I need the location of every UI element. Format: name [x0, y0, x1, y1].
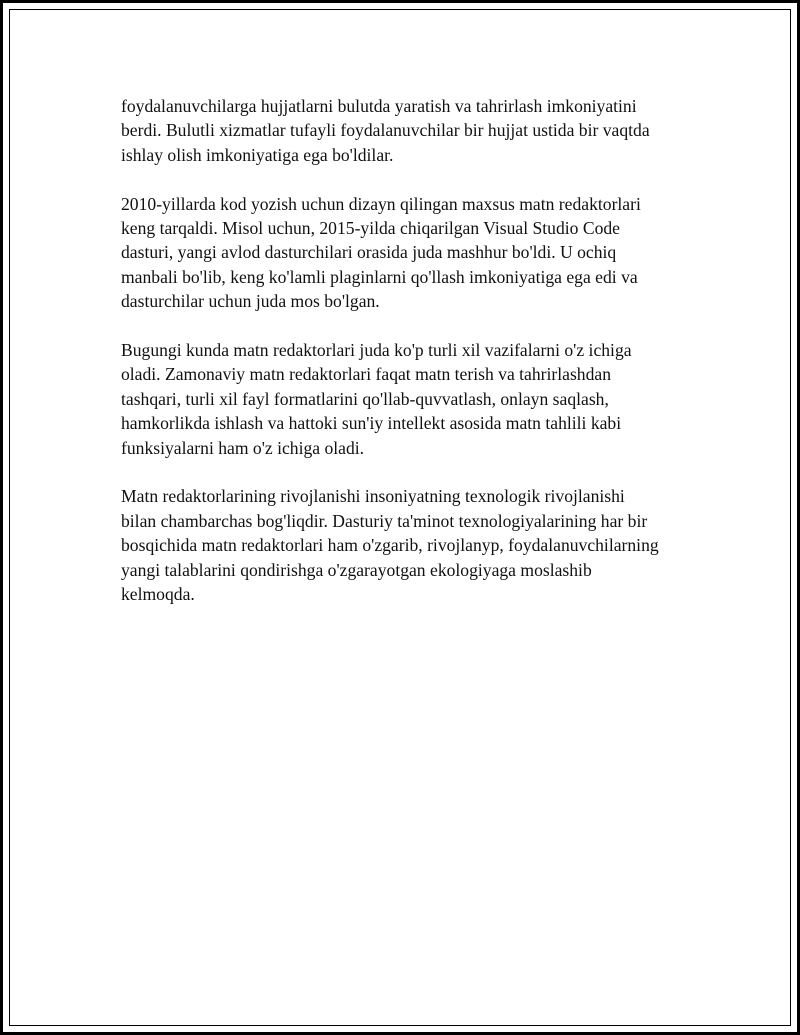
- document-body: [121, 94, 691, 631]
- paragraph-conclusion: Matn redaktorlarining rivojlanishi insoniyatning texnologik rivojlanishi bilan chambarchas bog'liqdir. Dasturiy ta'minot texnologiyalarining har bir bosqichida matn redaktorlari ham o'zgarib, rivojlanyp, foydalanuvchilarning yangi talablarini qondirishga o'zgarayotgan ekologiyaga moslashib kelmoqda.: [121, 486, 659, 605]
- paragraph-modern-editors: Bugungi kunda matn redaktorlari juda ko'p turli xil vazifalarni o'z ichiga oladi. Zamonaviy matn redaktorlari faqat matn terish va tahrirlashdan tashqari, turli xil fayl formatlarini qo'llab-quvvatlash, onlayn saqlash, hamkorlikda ishlash va hattoki sun'iy intellekt asosida matn tahlili kabi funksiyalarni ham o'z ichiga oladi.: [121, 340, 632, 458]
- paragraph-code-editors: 2010-yillarda kod yozish uchun dizayn qilingan maxsus matn redaktorlari keng tarqaldi. Misol uchun, 2015-yilda chiqarilgan Visual Studio Code dasturi, yangi avlod dasturchilari orasida juda mashhur bo'ldi. U ochiq manbali bo'lib, keng ko'lamli plaginlarni qo'llash imkoniyatiga ega edi va dasturchilar uchun juda mos bo'lgan.: [121, 193, 641, 312]
- paragraph-cloud-editing: foydalanuvchilarga hujjatlarni bulutda yaratish va tahrirlash imkoniyatini berdi. Bulutli xizmatlar tufayli foydalanuvchilar bir hujjat ustida bir vaqtda ishlay olish imkoniyatiga ega bo'ldilar.: [121, 96, 650, 165]
